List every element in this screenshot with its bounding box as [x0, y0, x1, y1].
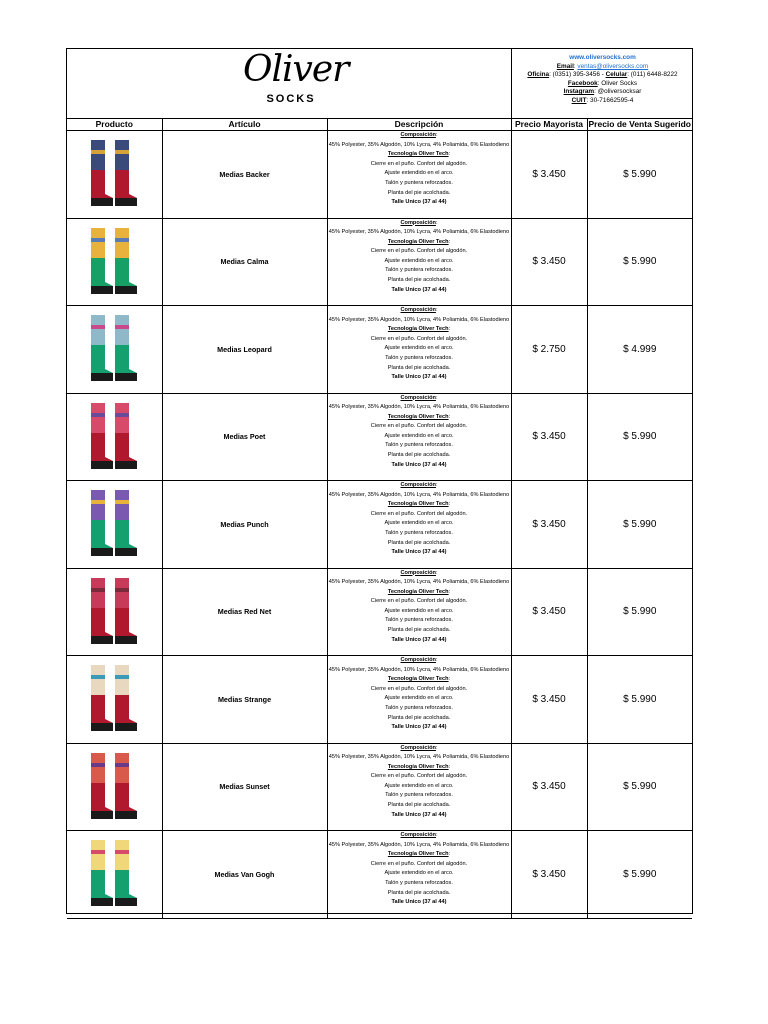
wholesale-price: $ 3.450 [511, 393, 587, 481]
suggested-price: $ 5.990 [587, 481, 692, 569]
sock-pair-image [79, 311, 149, 387]
tech-line: Ajuste extendido en el arco. [384, 432, 454, 439]
email-link[interactable]: ventas@oliversocks.com [577, 62, 649, 70]
sock-right [115, 140, 137, 206]
column-header: Artículo [162, 119, 327, 131]
product-name: Medias Sunset [162, 743, 327, 831]
suggested-price: $ 4.999 [587, 306, 692, 394]
tech-line: Planta del pie acolchada. [387, 627, 451, 634]
column-header: Precio de Venta Sugerido [588, 119, 691, 129]
wholesale-price: $ 3.450 [511, 218, 587, 306]
tech-label: Tecnología Oliver Tech [387, 501, 449, 508]
composition-label: Composición [400, 657, 436, 663]
tech-line: Ajuste extendido en el arco. [384, 870, 454, 877]
sock-right [115, 665, 137, 731]
product-table [67, 118, 692, 919]
composition-text: 45% Polyester, 35% Algodón, 10% Lycra, 4% Poliamida, 6% Elastodieno [328, 404, 510, 411]
tech-line: Talón y puntera reforzados. [385, 704, 453, 711]
tech-label: Tecnología Oliver Tech [387, 588, 449, 595]
composition-text: 45% Polyester, 35% Algodón, 10% Lycra, 4% Poliamida, 6% Elastodieno [328, 316, 510, 323]
product-name: Medias Backer [162, 131, 327, 219]
sock-pair-image [79, 661, 149, 737]
composition-text: 45% Polyester, 35% Algodón, 10% Lycra, 4% Poliamida, 6% Elastodieno [328, 141, 510, 148]
sock-pair-image [79, 749, 149, 825]
suggested-price: $ 5.990 [587, 218, 692, 306]
composition-text: 45% Polyester, 35% Algodón, 10% Lycra, 4% Poliamida, 6% Elastodieno [328, 491, 510, 498]
sock-right [115, 840, 137, 906]
product-image-cell [67, 131, 162, 219]
table-row [67, 568, 692, 656]
product-description: Composición: 45% Polyester, 35% Algodón, 10% Lycra, 4% Poliamida, 6% Elastodieno Tecnología Oliver Tech: Cierre en el puño. Confort del algodón. Ajuste extendido en el arco. Talón y puntera reforzados. Planta del pie acolchada. Talle Unico (37 al 44) [327, 743, 511, 831]
product-name: Medias Leopard [162, 306, 327, 394]
product-name: Medias Punch [162, 481, 327, 569]
instagram-label: Instagram [563, 88, 595, 96]
sock-pair-image [79, 836, 149, 912]
sock-right [115, 753, 137, 819]
tech-line: Cierre en el puño. Confort del algodón. [370, 423, 468, 430]
sock-left [91, 228, 113, 294]
email-label: Email [556, 62, 574, 70]
facebook-label: Facebook [567, 79, 598, 87]
tech-line: Talón y puntera reforzados. [385, 529, 453, 536]
size-text: Talle Unico (37 al 44) [391, 724, 447, 731]
wholesale-price: $ 3.450 [511, 743, 587, 831]
suggested-price: $ 5.990 [587, 568, 692, 656]
product-image-cell [67, 306, 162, 394]
size-text: Talle Unico (37 al 44) [391, 811, 447, 818]
tech-line: Ajuste extendido en el arco. [384, 345, 454, 352]
product-name: Medias Calma [162, 218, 327, 306]
sock-pair-image [79, 574, 149, 650]
header [67, 49, 692, 119]
product-image-cell [67, 568, 162, 656]
tech-line: Talón y puntera reforzados. [385, 617, 453, 624]
tech-line: Planta del pie acolchada. [387, 714, 451, 721]
tech-label: Tecnología Oliver Tech [387, 151, 449, 158]
table-row [67, 656, 692, 744]
price-list-sheet [66, 48, 693, 914]
sock-left [91, 403, 113, 469]
product-description: Composición: 45% Polyester, 35% Algodón, 10% Lycra, 4% Poliamida, 6% Elastodieno Tecnología Oliver Tech: Cierre en el puño. Confort del algodón. Ajuste extendido en el arco. Talón y puntera reforzados. Planta del pie acolchada. Talle Unico (37 al 44) [327, 481, 511, 569]
product-description: Composición: 45% Polyester, 35% Algodón, 10% Lycra, 4% Poliamida, 6% Elastodieno Tecnología Oliver Tech: Cierre en el puño. Confort del algodón. Ajuste extendido en el arco. Talón y puntera reforzados. Planta del pie acolchada. Talle Unico (37 al 44) [327, 131, 511, 219]
wholesale-price: $ 3.450 [511, 481, 587, 569]
sock-right [115, 490, 137, 556]
product-image-cell [67, 743, 162, 831]
composition-text: 45% Polyester, 35% Algodón, 10% Lycra, 4% Poliamida, 6% Elastodieno [328, 229, 510, 236]
wholesale-price: $ 2.750 [511, 306, 587, 394]
tech-line: Cierre en el puño. Confort del algodón. [370, 248, 468, 255]
sock-left [91, 753, 113, 819]
product-description: Composición: 45% Polyester, 35% Algodón, 10% Lycra, 4% Poliamida, 6% Elastodieno Tecnología Oliver Tech: Cierre en el puño. Confort del algodón. Ajuste extendido en el arco. Talón y puntera reforzados. Planta del pie acolchada. Talle Unico (37 al 44) [327, 306, 511, 394]
tech-line: Cierre en el puño. Confort del algodón. [370, 685, 468, 692]
column-header: Precio Mayorista [511, 119, 587, 131]
sock-left [91, 140, 113, 206]
sock-right [115, 315, 137, 381]
tech-line: Cierre en el puño. Confort del algodón. [370, 773, 468, 780]
composition-label: Composición [400, 569, 436, 576]
tech-line: Ajuste extendido en el arco. [384, 695, 454, 702]
tech-label: Tecnología Oliver Tech [387, 763, 449, 770]
tech-line: Talón y puntera reforzados. [385, 442, 453, 449]
tech-line: Cierre en el puño. Confort del algodón. [370, 335, 468, 342]
product-image-cell [67, 831, 162, 919]
cuit-label: CUIT [571, 96, 587, 104]
tech-line: Ajuste extendido en el arco. [384, 520, 454, 527]
column-header: Descripción [327, 119, 511, 131]
sock-right [115, 578, 137, 644]
product-description: Composición: 45% Polyester, 35% Algodón, 10% Lycra, 4% Poliamida, 6% Elastodieno Tecnología Oliver Tech: Cierre en el puño. Confort del algodón. Ajuste extendido en el arco. Talón y puntera reforzados. Planta del pie acolchada. Talle Unico (37 al 44) [327, 831, 511, 919]
table-row [67, 743, 692, 831]
product-name: Medias Poet [162, 393, 327, 481]
product-image-cell [67, 393, 162, 481]
suggested-price: $ 5.990 [587, 131, 692, 219]
wholesale-price: $ 3.450 [511, 656, 587, 744]
sock-pair-image [79, 486, 149, 562]
size-text: Talle Unico (37 al 44) [391, 899, 447, 906]
composition-label: Composición [400, 744, 436, 751]
tech-line: Talón y puntera reforzados. [385, 354, 453, 361]
tech-line: Planta del pie acolchada. [387, 364, 451, 371]
composition-label: Composición [400, 832, 436, 838]
website-link[interactable]: www.oliversocks.com [569, 54, 636, 61]
tech-label: Tecnología Oliver Tech [387, 326, 449, 333]
wholesale-price: $ 3.450 [511, 831, 587, 919]
product-name: Medias Red Net [162, 568, 327, 656]
tech-line: Talón y puntera reforzados. [385, 879, 453, 886]
tech-line: Cierre en el puño. Confort del algodón. [370, 510, 468, 517]
product-image-cell [67, 218, 162, 306]
wholesale-price: $ 3.450 [511, 131, 587, 219]
tech-line: Cierre en el puño. Confort del algodón. [370, 598, 468, 605]
oficina-value: : (0351) 395-3456 - [549, 71, 606, 79]
cuit-value: : 30-71662595-4 [586, 96, 634, 104]
product-description: Composición: 45% Polyester, 35% Algodón, 10% Lycra, 4% Poliamida, 6% Elastodieno Tecnología Oliver Tech: Cierre en el puño. Confort del algodón. Ajuste extendido en el arco. Talón y puntera reforzados. Planta del pie acolchada. Talle Unico (37 al 44) [327, 393, 511, 481]
table-row [67, 306, 692, 394]
logo-wordmark: Oliver [243, 49, 349, 90]
size-text: Talle Unico (37 al 44) [391, 461, 447, 468]
size-text: Talle Unico (37 al 44) [391, 286, 447, 293]
size-text: Talle Unico (37 al 44) [391, 199, 447, 206]
suggested-price: $ 5.990 [587, 393, 692, 481]
contact-block: www.oliversocks.com Email: ventas@oliversocks.com Oficina: (0351) 395-3456 - Celular: (011) 6448-8222 Facebook: Oliver Socks Instagram: @oliversocksar CUIT: 30-71662595-4 [527, 54, 678, 104]
sock-right [115, 228, 137, 294]
tech-label: Tecnología Oliver Tech [387, 676, 449, 683]
composition-label: Composición [400, 219, 436, 226]
instagram-value: : @oliversocksar [594, 88, 642, 96]
tech-line: Talón y puntera reforzados. [385, 792, 453, 799]
product-image-cell [67, 481, 162, 569]
tech-line: Talón y puntera reforzados. [385, 179, 453, 186]
suggested-price: $ 5.990 [587, 831, 692, 919]
column-header: Producto [67, 119, 162, 131]
sock-left [91, 490, 113, 556]
product-image-cell [67, 656, 162, 744]
table-row [67, 393, 692, 481]
composition-label: Composición [400, 132, 436, 138]
suggested-price: $ 5.990 [587, 743, 692, 831]
tech-line: Planta del pie acolchada. [387, 539, 451, 546]
tech-line: Ajuste extendido en el arco. [384, 607, 454, 614]
tech-line: Ajuste extendido en el arco. [384, 257, 454, 264]
composition-label: Composición [400, 482, 436, 488]
table-body [67, 131, 692, 919]
composition-label: Composición [400, 307, 436, 313]
table-row [67, 218, 692, 306]
celular-value: : (011) 6448-8222 [627, 71, 678, 79]
size-text: Talle Unico (37 al 44) [391, 549, 447, 556]
table-row [67, 131, 692, 219]
tech-label: Tecnología Oliver Tech [387, 413, 449, 420]
sock-pair-image [79, 136, 149, 212]
size-text: Talle Unico (37 al 44) [391, 636, 447, 643]
tech-line: Planta del pie acolchada. [387, 189, 451, 196]
composition-text: 45% Polyester, 35% Algodón, 10% Lycra, 4% Poliamida, 6% Elastodieno [328, 841, 510, 848]
wholesale-price: $ 3.450 [511, 568, 587, 656]
tech-line: Cierre en el puño. Confort del algodón. [370, 860, 468, 867]
sock-left [91, 578, 113, 644]
size-text: Talle Unico (37 al 44) [391, 374, 447, 381]
tech-line: Planta del pie acolchada. [387, 889, 451, 896]
tech-line: Ajuste extendido en el arco. [384, 782, 454, 789]
tech-line: Planta del pie acolchada. [387, 277, 451, 284]
oficina-label: Oficina [527, 71, 550, 79]
suggested-price: $ 5.990 [587, 656, 692, 744]
table-row [67, 831, 692, 919]
tech-line: Planta del pie acolchada. [387, 452, 451, 459]
tech-line: Talón y puntera reforzados. [385, 267, 453, 274]
composition-text: 45% Polyester, 35% Algodón, 10% Lycra, 4% Poliamida, 6% Elastodieno [328, 666, 510, 673]
logo-subtitle: SOCKS [266, 93, 316, 105]
sock-left [91, 840, 113, 906]
product-description: Composición: 45% Polyester, 35% Algodón, 10% Lycra, 4% Poliamida, 6% Elastodieno Tecnología Oliver Tech: Cierre en el puño. Confort del algodón. Ajuste extendido en el arco. Talón y puntera reforzados. Planta del pie acolchada. Talle Unico (37 al 44) [327, 568, 511, 656]
brand-logo [243, 49, 349, 113]
sock-pair-image [79, 399, 149, 475]
tech-label: Tecnología Oliver Tech [387, 851, 449, 858]
table-header-row [67, 119, 692, 131]
tech-label: Tecnología Oliver Tech [387, 238, 449, 245]
product-description: Composición: 45% Polyester, 35% Algodón, 10% Lycra, 4% Poliamida, 6% Elastodieno Tecnología Oliver Tech: Cierre en el puño. Confort del algodón. Ajuste extendido en el arco. Talón y puntera reforzados. Planta del pie acolchada. Talle Unico (37 al 44) [327, 218, 511, 306]
composition-text: 45% Polyester, 35% Algodón, 10% Lycra, 4% Poliamida, 6% Elastodieno [328, 579, 510, 586]
table-row [67, 481, 692, 569]
product-description: Composición: 45% Polyester, 35% Algodón, 10% Lycra, 4% Poliamida, 6% Elastodieno Tecnología Oliver Tech: Cierre en el puño. Confort del algodón. Ajuste extendido en el arco. Talón y puntera reforzados. Planta del pie acolchada. Talle Unico (37 al 44) [327, 656, 511, 744]
tech-line: Cierre en el puño. Confort del algodón. [370, 160, 468, 167]
celular-label: Celular [605, 71, 628, 79]
sock-left [91, 315, 113, 381]
composition-text: 45% Polyester, 35% Algodón, 10% Lycra, 4% Poliamida, 6% Elastodieno [328, 754, 510, 761]
facebook-value: : Oliver Socks [597, 79, 638, 87]
sock-left [91, 665, 113, 731]
product-name: Medias Strange [162, 656, 327, 744]
tech-line: Planta del pie acolchada. [387, 802, 451, 809]
composition-label: Composición [400, 394, 436, 401]
sock-pair-image [79, 224, 149, 300]
product-name: Medias Van Gogh [162, 831, 327, 919]
sock-right [115, 403, 137, 469]
tech-line: Ajuste extendido en el arco. [384, 170, 454, 177]
